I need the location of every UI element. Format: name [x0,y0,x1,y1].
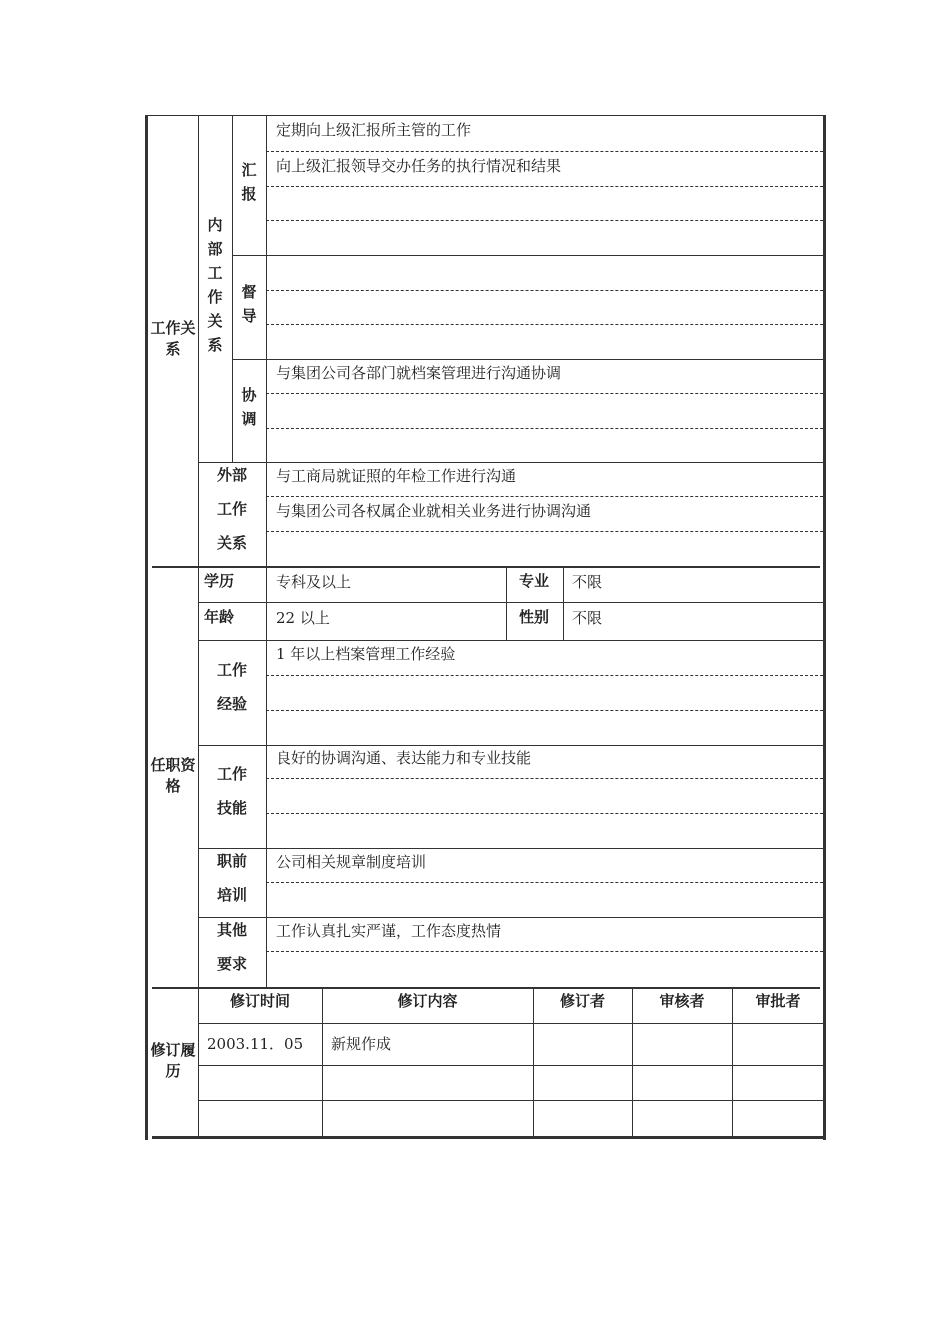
external-item-2: 与集团公司各权属企业就相关业务进行协调沟通 [276,502,592,520]
section-divider-2 [152,987,820,989]
training-line-1 [266,882,823,883]
gender-label: 性别 [518,608,549,626]
training-bottom [198,917,823,918]
report-label: 汇报 [241,161,257,203]
skills-bottom [198,848,823,849]
report-item-1: 定期向上级汇报所主管的工作 [276,121,472,139]
external-line-1 [266,496,823,497]
form-left-border [145,115,148,1140]
major-divider-left [506,566,507,640]
other-value: 工作认真扎实严谨，工作态度热情 [276,922,502,940]
supervise-line-2 [266,324,823,325]
internal-col-divider [232,115,233,463]
content-col-divider [266,115,267,567]
rev-row1-time: 2003.11．05 [207,1035,304,1053]
form-right-border [823,115,826,1140]
skills-line-2 [266,813,823,814]
form-top-border [145,115,826,116]
age-row-bottom [198,640,823,641]
experience-label-1: 工作 [216,661,247,679]
qual-content-divider [266,566,267,987]
training-label-1: 职前 [216,852,247,870]
form-bottom-border [152,1136,826,1139]
coordinate-line-1 [266,393,823,394]
age-value: 22 以上 [276,609,330,627]
external-label-3: 关系 [216,534,247,552]
experience-line-1 [266,675,823,676]
external-line-2 [266,531,823,532]
rev-header-approver: 审批者 [755,992,801,1010]
age-label: 年龄 [204,608,235,626]
other-line-1 [266,951,823,952]
rev-header-content: 修订内容 [397,992,458,1010]
experience-label-2: 经验 [216,695,247,713]
internal-relations-label: 内部工作关系 [207,216,223,354]
skills-value: 良好的协调沟通、表达能力和专业技能 [276,749,532,767]
supervise-label: 督导 [241,283,257,325]
skills-label-2: 技能 [216,799,247,817]
education-label: 学历 [204,572,235,590]
supervise-bottom [232,359,823,360]
section-divider-1 [152,566,820,568]
rev-row2-bottom [198,1100,823,1101]
rev-header-time: 修订时间 [229,992,290,1010]
major-label: 专业 [518,572,549,590]
section-label-revision-history: 修订履历 [150,1041,196,1080]
education-value: 专科及以上 [276,573,352,591]
external-label-1: 外部 [216,466,247,484]
section-label-work-relations: 工作关系 [150,319,196,358]
report-line-2 [266,186,823,187]
report-bottom [232,255,823,256]
external-item-1: 与工商局就证照的年检工作进行沟通 [276,467,517,485]
training-label-2: 培训 [216,886,247,904]
rev-row1-content: 新规作成 [331,1035,392,1053]
experience-value: 1 年以上档案管理工作经验 [276,645,456,663]
other-label-1: 其他 [216,921,247,939]
education-row-bottom [198,602,823,603]
rev-header-reviser: 修订者 [559,992,605,1010]
supervise-line-1 [266,290,823,291]
label-column-divider [198,115,199,1136]
coordinate-line-2 [266,428,823,429]
training-value: 公司相关规章制度培训 [276,853,427,871]
report-line-3 [266,220,823,221]
rev-header-bottom [198,1023,823,1024]
experience-bottom [198,745,823,746]
rev-row1-bottom [198,1065,823,1066]
coordinate-item-1: 与集团公司各部门就档案管理进行沟通协调 [276,364,562,382]
skills-label-1: 工作 [216,765,247,783]
major-value: 不限 [572,573,603,591]
coordinate-label: 协调 [241,386,257,428]
major-divider-right [563,566,564,640]
experience-line-2 [266,710,823,711]
other-label-2: 要求 [216,955,247,973]
report-line-1 [266,151,823,152]
report-item-2: 向上级汇报领导交办任务的执行情况和结果 [276,157,562,175]
external-label-2: 工作 [216,500,247,518]
rev-header-reviewer: 审核者 [659,992,705,1010]
section-label-qualifications: 任职资格 [150,756,196,795]
internal-bottom [198,462,823,463]
gender-value: 不限 [572,609,603,627]
skills-line-1 [266,778,823,779]
